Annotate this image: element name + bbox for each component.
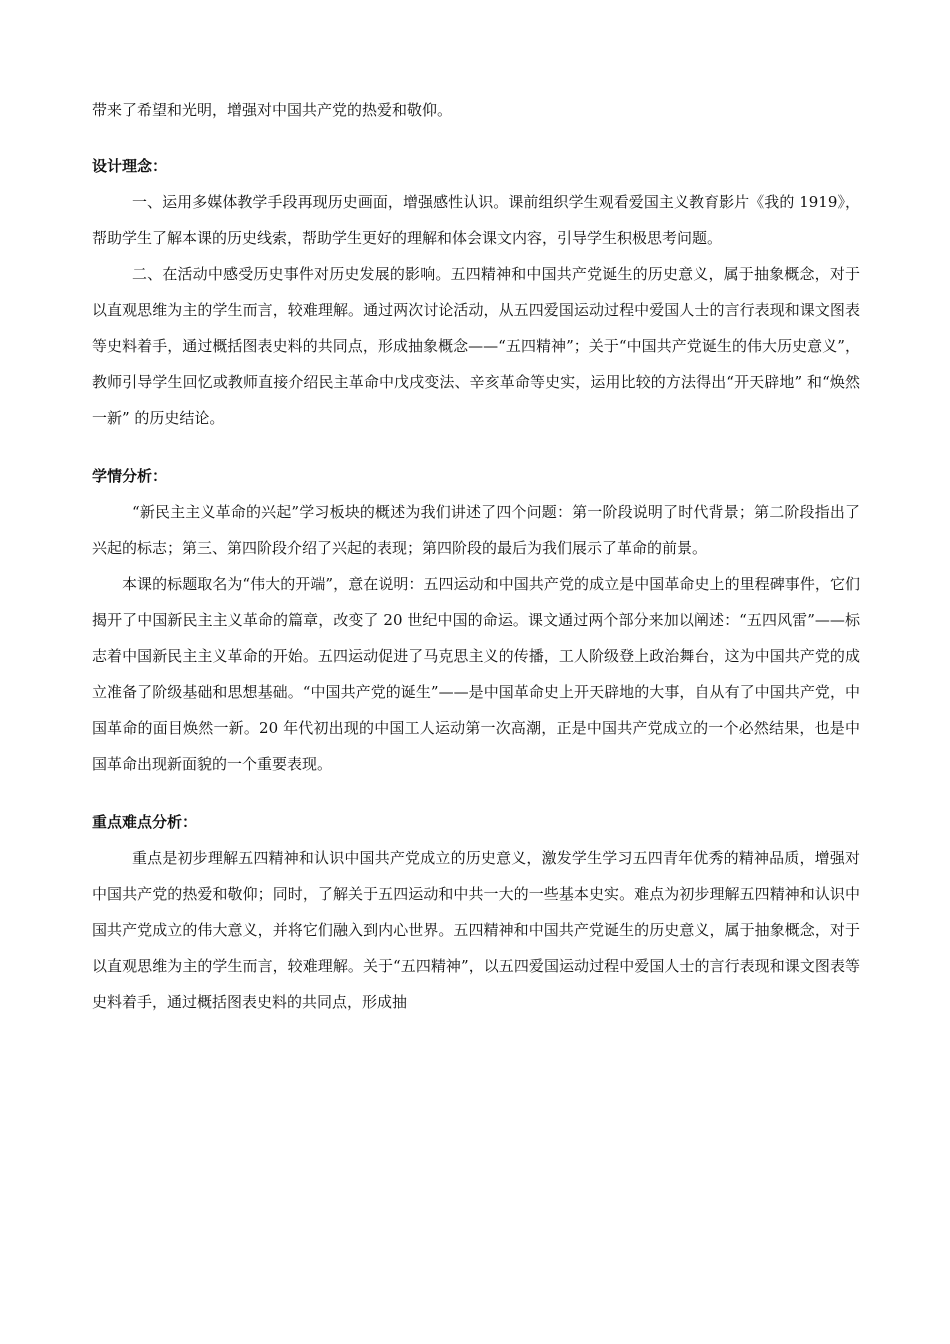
spacer [92, 436, 860, 458]
design-paragraph-2: 二、在活动中感受历史事件对历史发展的影响。五四精神和中国共产党诞生的历史意义，属于抽象概念，对于以直观思维为主的学生而言，较难理解。通过两次讨论活动，从五四爱国运动过程中爱国人士的言行表现和课文图表等史料着手，通过概括图表史料的共同点，形成抽象概念——“五四精神”；关于“中国共产党诞生的伟大历史意义”，教师引导学生回忆或教师直接介绍民主革命中戊戌变法、辛亥革命等史实，运用比较的方法得出“开天辟地” 和“焕然一新” 的历史结论。 [92, 265, 860, 427]
keypoints-section [92, 804, 860, 1020]
analysis-section [92, 458, 860, 782]
document-page [92, 92, 860, 1020]
design-section [92, 148, 860, 436]
spacer [92, 128, 860, 148]
keypoints-paragraph-1: 重点是初步理解五四精神和认识中国共产党成立的历史意义，激发学生学习五四青年优秀的精神品质，增强对中国共产党的热爱和敬仰；同时，了解关于五四运动和中共一大的一些基本史实。难点为初步理解五四精神和认识中国共产党成立的伟大意义，并将它们融入到内心世界。五四精神和中国共产党诞生的历史意义，属于抽象概念，对于以直观思维为主的学生而言，较难理解。关于“五四精神”，以五四爱国运动过程中爱国人士的言行表现和课文图表等史料着手，通过概括图表史料的共同点，形成抽 [92, 849, 860, 1011]
analysis-paragraph-1: “新民主主义革命的兴起”学习板块的概述为我们讲述了四个问题：第一阶段说明了时代背景；第二阶段指出了兴起的标志；第三、第四阶段介绍了兴起的表现；第四阶段的最后为我们展示了革命的前景。 [92, 503, 860, 557]
design-paragraph-1: 一、运用多媒体教学手段再现历史画面，增强感性认识。课前组织学生观看爱国主义教育影片《我的 1919》，帮助学生了解本课的历史线索，帮助学生更好的理解和体会课文内容，引导学生积极思考问题。 [92, 193, 860, 247]
keypoints-heading: 重点难点分析： [92, 813, 198, 831]
intro-tail-paragraph: 带来了希望和光明，增强对中国共产党的热爱和敬仰。 [92, 101, 453, 119]
analysis-paragraph-2: 本课的标题取名为“伟大的开端”，意在说明：五四运动和中国共产党的成立是中国革命史上的里程碑事件，它们揭开了中国新民主主义革命的篇章，改变了 20 世纪中国的命运。课文通过两个部分来加以阐述：“五四风雷”——标志着中国新民主主义革命的开始。五四运动促进了马克思主义的传播，工人阶级登上政治舞台，这为中国共产党的成立准备了阶级基础和思想基础。“中国共产党的诞生”——是中国革命史上开天辟地的大事，自从有了中国共产党，中国革命的面目焕然一新。20 年代初出现的中国工人运动第一次高潮，正是中国共产党成立的一个必然结果，也是中国革命出现新面貌的一个重要表现。 [92, 575, 860, 773]
spacer [92, 782, 860, 804]
analysis-heading: 学情分析： [92, 467, 168, 485]
design-heading: 设计理念： [92, 157, 168, 175]
